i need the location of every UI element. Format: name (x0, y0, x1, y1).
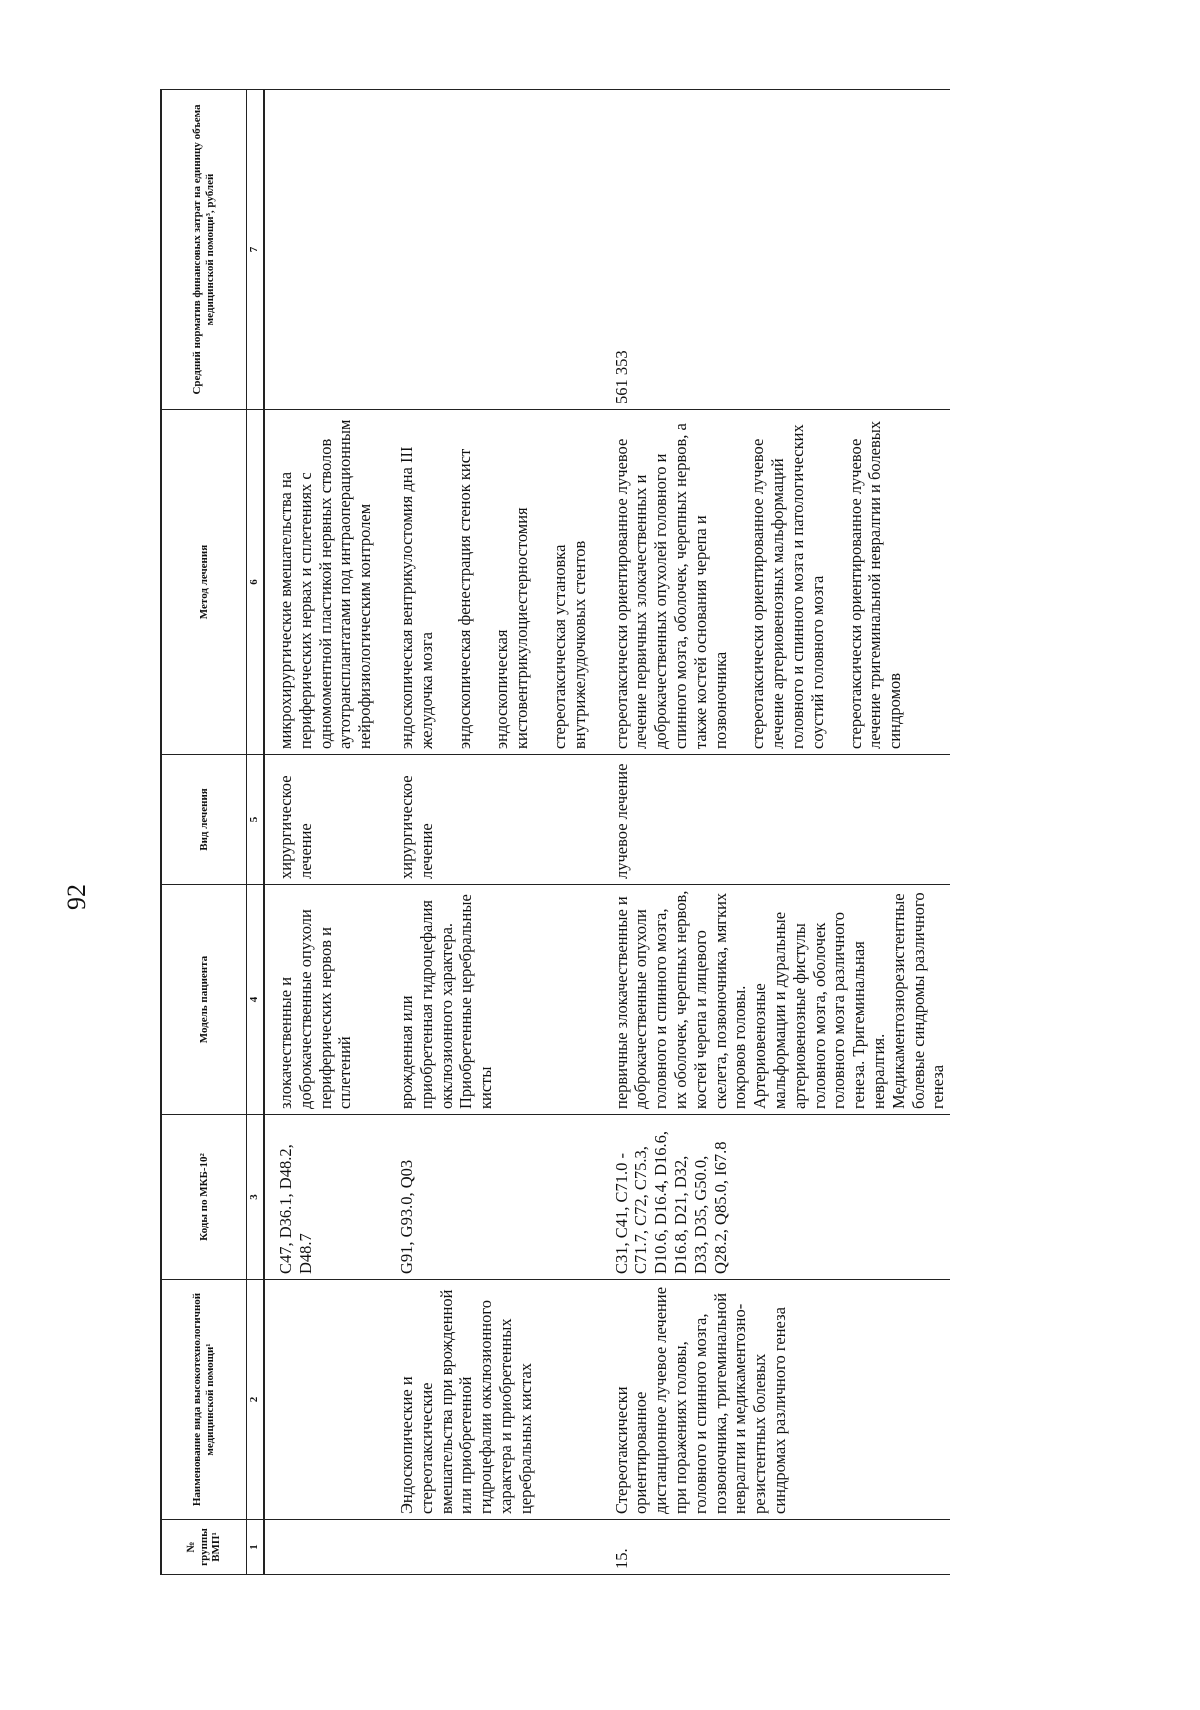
cell-name (274, 1280, 395, 1520)
col-num: 7 (247, 90, 265, 410)
method-item: эндоскопическая фенестрация стенок кист (454, 448, 474, 749)
table-row (610, 90, 951, 1575)
cell-method (395, 410, 610, 755)
header-method: Метод лечения (161, 410, 247, 755)
col-num: 1 (247, 1520, 265, 1575)
col-num: 2 (247, 1280, 265, 1520)
cell-method (274, 410, 395, 755)
cell-codes: G91, G93.0, Q03 (395, 1115, 610, 1280)
col-num: 4 (247, 885, 265, 1115)
cell-group (274, 1520, 395, 1575)
header-name: Наименование вида высокотехнологичной медицинской помощи¹ (161, 1280, 247, 1520)
cell-name: Эндоскопические и стереотаксические вмешательства при врожденной или приобретенной гидроцефалии окклюзионного характера и приобретенных церебральных кистах (395, 1280, 610, 1520)
col-num: 3 (247, 1115, 265, 1280)
cell-model: первичные злокачественные и доброкачественные опухоли головного и спинного мозга, их оболочек, черепных нервов, костей черепа и лицевого скелета, позвоночника, мягких покровов головы. Артериовенозные мальформации и дуральные артериовенозные фистулы головного мозга, оболочек головного мозга различного генеза. Тригеминальная невралгия. Медикаментознорезистентные болевые синдромы различного генеза (610, 885, 951, 1115)
cell-type: хирургическое лечение (395, 755, 610, 885)
header-codes: Коды по МКБ-10² (161, 1115, 247, 1280)
cell-method (610, 410, 951, 755)
column-number-row (247, 90, 265, 1575)
method-item: стереотаксически ориентированное лучевое лечение тригеминальной невралгии и болевых синдромов (845, 420, 905, 749)
page-number: 92 (62, 884, 91, 910)
col-num: 6 (247, 410, 265, 755)
cell-group (395, 1520, 610, 1575)
method-item: стереотаксическая установка внутрижелудочковых стентов (549, 540, 589, 749)
table-row (274, 90, 395, 1575)
header-cost: Средний норматив финансовых затрат на единицу объема медицинской помощи³, рублей (161, 90, 247, 410)
cell-cost (395, 90, 610, 410)
cell-cost: 561 353 (610, 90, 951, 410)
cell-cost (274, 90, 395, 410)
header-row (161, 90, 247, 1575)
cell-group: 15. (610, 1520, 951, 1575)
cell-codes: C31, C41, C71.0 - C71.7, C72, C75.3, D10.6, D16.4, D16.6, D16.8, D21, D32, D33, D35, G50.0, Q28.2, Q85.0, I67.8 (610, 1115, 951, 1280)
header-group: № группы ВМП¹ (161, 1520, 247, 1575)
header-model: Модель пациента (161, 885, 247, 1115)
header-type: Вид лечения (161, 755, 247, 885)
method-item: микрохирургические вмешательства на периферических нервах и сплетениях с одномоментной пластикой нервных стволов аутотрансплантатами под интраоперационным нейрофизиологическим контролем (276, 419, 375, 749)
method-item: эндоскопическая вентрикулостомия дна III желудочка мозга (396, 446, 436, 749)
cell-type: хирургическое лечение (274, 755, 395, 885)
method-item: стереотаксически ориентированное лучевое лечение первичных злокачественных и доброкачественных опухолей головного и спинного мозга, оболочек, черепных нервов, а также костей основания черепа и позвоночника (611, 423, 730, 749)
col-num: 5 (247, 755, 265, 885)
cell-name: Стереотаксически ориентированное дистанционное лучевое лечение при поражениях головы, головного и спинного мозга, позвоночника, тригеминальной невралгии и медикаментозно-резистентных болевых синдромах различного генеза (610, 1280, 951, 1520)
method-item: стереотаксически ориентированное лучевое лечение артериовенозных мальформаций головного и спинного мозга и патологических соустий головного мозга (748, 424, 827, 749)
cell-model: злокачественные и доброкачественные опухоли периферических нервов и сплетений (274, 885, 395, 1115)
method-item: эндоскопическая кистовентрикулоциестерностомия (492, 507, 532, 749)
cell-model: врожденная или приобретенная гидроцефалия окклюзионного характера. Приобретенные церебральные кисты (395, 885, 610, 1115)
cell-type: лучевое лечение (610, 755, 951, 885)
cell-codes: C47, D36.1, D48.2, D48.7 (274, 1115, 395, 1280)
vmp-table (160, 89, 950, 1575)
table-row (395, 90, 610, 1575)
